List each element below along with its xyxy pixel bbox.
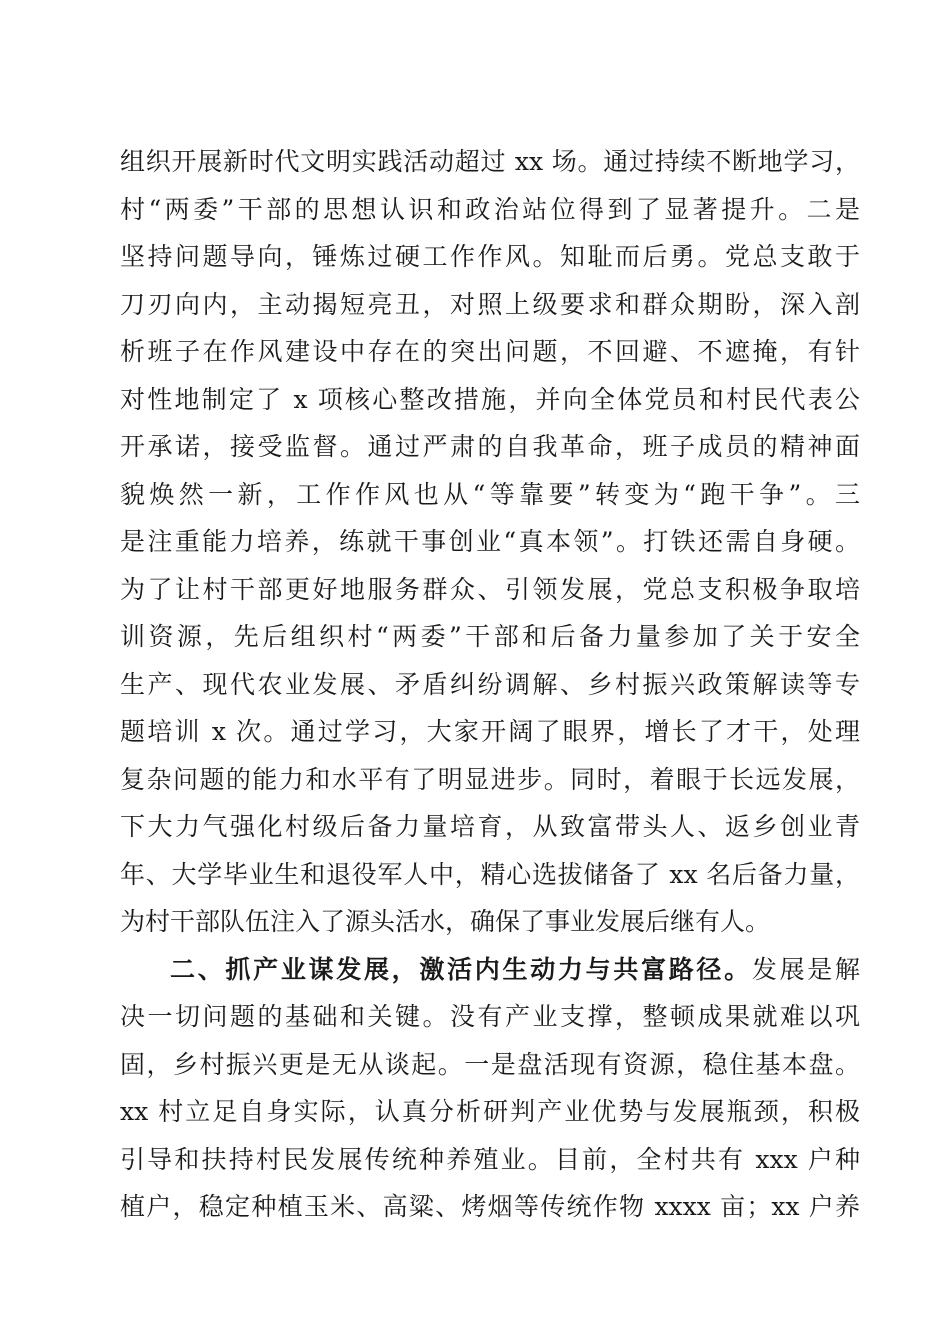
text-line: 为村干部队伍注入了源头活水，确保了事业发展后继有人。 (120, 907, 771, 936)
section-heading-line (120, 946, 860, 994)
text-line: 是注重能力培养，练就干事创业“真本领”。打铁还需自身硬。 (120, 527, 860, 556)
section-heading-continuation: 发展是解 (751, 954, 860, 984)
text-line: xx 村立足自身实际，认真分析研判产业优势与发展瓶颈，积极 (120, 1097, 860, 1126)
section-heading: 二、抓产业谋发展，激活内生动力与共富路径。 (170, 954, 752, 984)
text-line: 刀刃向内，主动揭短亮丑，对照上级要求和群众期盼，深入剖 (120, 289, 860, 319)
text-line: 貌焕然一新，工作作风也从“等靠要”转变为“跑干争”。三 (120, 479, 860, 509)
text-line: 训资源，先后组织村“两委”干部和后备力量参加了关于安全 (120, 622, 860, 651)
text-line: 决一切问题的基础和关键。没有产业支撑，整顿成果就难以巩 (120, 1002, 860, 1031)
text-line: 对性地制定了 x 项核心整改措施，并向全体党员和村民代表公 (120, 384, 860, 414)
text-line: 生产、现代农业发展、矛盾纠纷调解、乡村振兴政策解读等专 (120, 669, 860, 699)
text-line: 下大力气强化村级后备力量培育，从致富带头人、返乡创业青 (120, 812, 860, 841)
text-line: 为了让村干部更好地服务群众、引领发展，党总支积极争取培 (120, 574, 860, 604)
text-line: 题培训 x 次。通过学习，大家开阔了眼界，增长了才干，处理 (120, 717, 860, 746)
text-line: 村“两委”干部的思想认识和政治站位得到了显著提升。二是 (120, 194, 860, 224)
text-line: 坚持问题导向，锤炼过硬工作作风。知耻而后勇。党总支敢于 (120, 242, 860, 271)
text-line: 开承诺，接受监督。通过严肃的自我革命，班子成员的精神面 (120, 432, 860, 461)
body-text (120, 138, 860, 1231)
text-line: 组织开展新时代文明实践活动超过 xx 场。通过持续不断地学习， (120, 147, 860, 176)
text-line: 植户，稳定种植玉米、高粱、烤烟等传统作物 xxxx 亩；xx 户养 (120, 1192, 860, 1221)
text-line: 复杂问题的能力和水平有了明显进步。同时，着眼于长远发展， (120, 764, 860, 794)
text-line: 析班子在作风建设中存在的突出问题，不回避、不遮掩，有针 (120, 337, 860, 366)
text-line: 引导和扶持村民发展传统种养殖业。目前，全村共有 xxx 户种 (120, 1144, 860, 1174)
text-line: 年、大学毕业生和退役军人中，精心选拔储备了 xx 名后备力量， (120, 859, 860, 889)
text-line: 固，乡村振兴更是无从谈起。一是盘活现有资源，稳住基本盘。 (120, 1049, 860, 1079)
